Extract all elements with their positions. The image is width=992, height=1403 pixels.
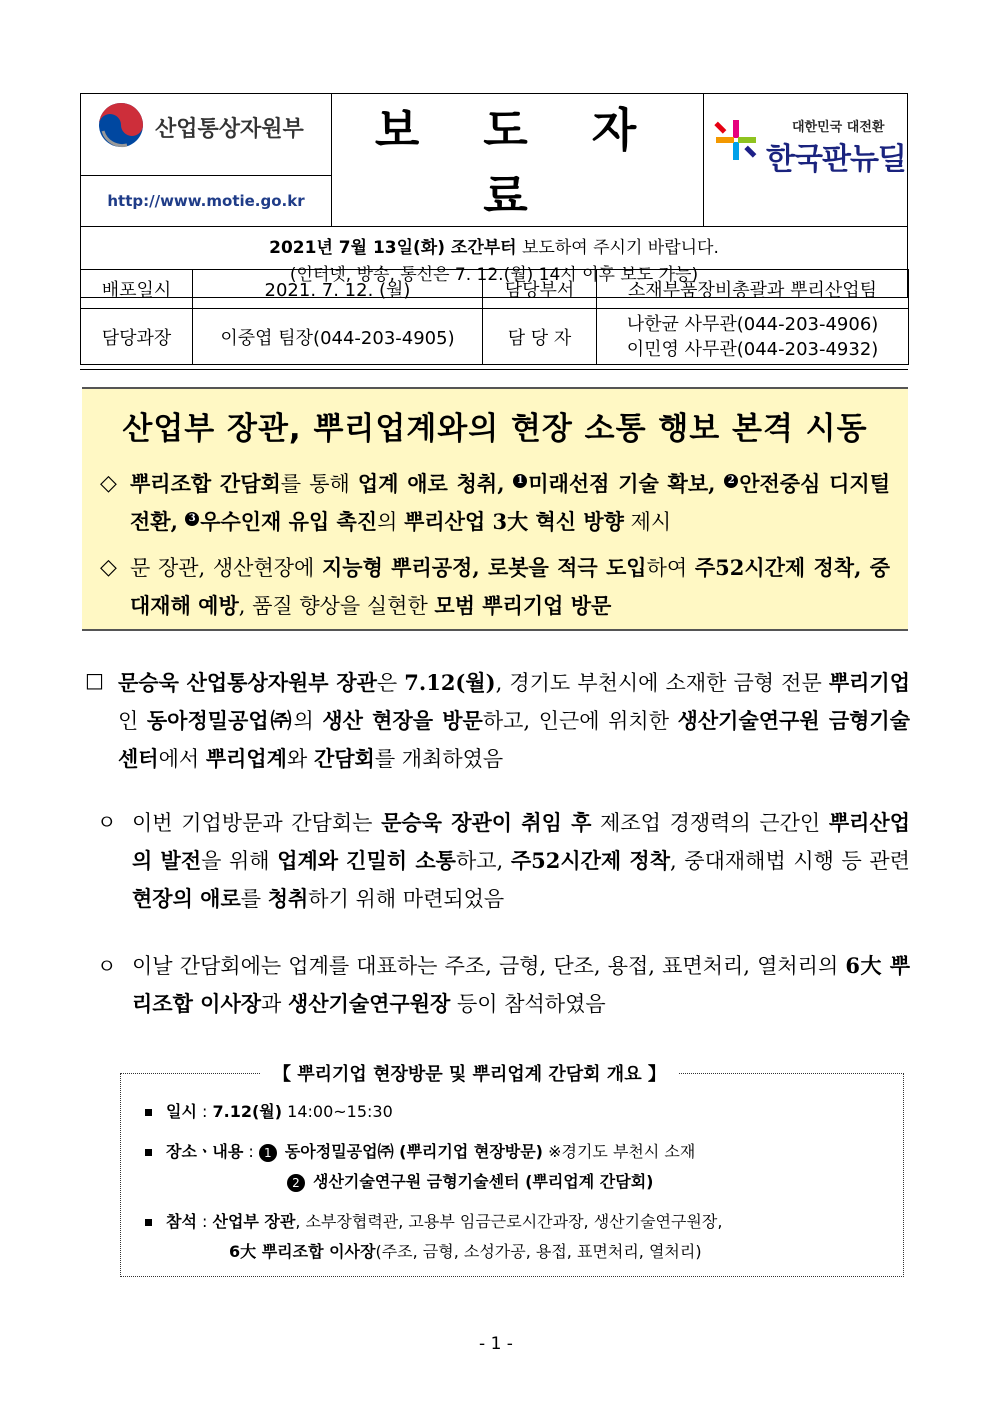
overview-date: 일시 : 7.12(월) 14:00~15:30 xyxy=(145,1100,393,1124)
embargo-line-2: (인터넷, 방송, 통신은 7. 12.(월) 14시 이후 보도 가능) xyxy=(289,265,699,285)
overview-box xyxy=(120,1064,904,1277)
body-paragraph-2: 이번 기업방문과 간담회는 문승욱 장관이 취임 후 제조업 경쟁력의 근간인 뿌리산업의 발전을 위해 업계와 긴밀히 소통하고, 주52시간제 정착, 중대재해법 시행 등 관련 현장의 애로를 청취하기 위해 마련되었음 xyxy=(132,810,911,911)
headline-box xyxy=(82,387,908,631)
header-divider xyxy=(80,364,908,370)
summary-text-2: 문 장관, 생산현장에 지능형 뿌리공정, 로봇을 적극 도입하여 주52시간제 정착, 중대재해 예방, 품질 향상을 실현한 모범 뿌리기업 방문 xyxy=(130,555,890,618)
circle-bullet-icon: ㅇ xyxy=(97,954,117,978)
circled-number-1-icon: 1 xyxy=(513,474,527,488)
circled-number-3-icon: 3 xyxy=(185,512,199,526)
overview-attendees-1: 참석 : 산업부 장관, 소부장협력관, 고용부 임금근로시간과장, 생산기술연구원장, xyxy=(145,1210,722,1234)
ministry-url[interactable]: http://www.motie.go.kr xyxy=(107,192,305,211)
diamond-icon: ◇ xyxy=(100,555,117,580)
dept-label: 담당부서 xyxy=(483,270,597,309)
embargo-text: 보도하여 주시기 바랍니다. xyxy=(516,238,719,258)
summary-text-1: 뿌리조합 간담회를 통해 업계 애로 청취, 1 미래선점 기술 확보, 2 안전중심 디지털 전환, 3 우수인재 유입 촉진의 뿌리산업 3大 혁신 방향 제시 xyxy=(130,471,890,534)
body-paragraph-3: 이날 간담회에는 업계를 대표하는 주조, 금형, 단조, 용접, 표면처리, 열처리의 6大 뿌리조합 이사장과 생산기술연구원장 등이 참석하였음 xyxy=(132,953,910,1016)
manager-label: 담당과장 xyxy=(81,309,193,365)
overview-place-1: 장소ㆍ내용 : 1 동아정밀공업㈜ (뿌리기업 현장방문) ※경기도 부천시 소재 xyxy=(145,1140,695,1164)
release-label: 배포일시 xyxy=(81,270,193,309)
overview-title: 【 뿌리기업 현장방문 및 뿌리업계 간담회 개요 】 xyxy=(261,1060,678,1086)
page-number: - 1 - xyxy=(479,1334,513,1354)
taegeuk-icon xyxy=(97,101,145,149)
staff-contact-1: 나한균 사무관(044-203-4906) xyxy=(626,313,879,335)
release-value: 2021. 7. 12. (월) xyxy=(193,270,483,309)
square-bullet-icon xyxy=(145,1109,152,1116)
body-paragraph-1: 문승욱 산업통상자원부 장관은 7.12(월), 경기도 부천시에 소재한 금형 전문 뿌리기업인 동아정밀공업㈜의 생산 현장을 방문하고, 인근에 위치한 생산기술연구원 금형기술센터에서 뿌리업계와 간담회를 개최하였음 xyxy=(118,670,910,771)
newdeal-star-icon xyxy=(714,118,758,162)
circle-bullet-icon: ㅇ xyxy=(97,810,117,834)
newdeal-slogan: 대한민국 대전환 xyxy=(792,120,885,135)
circled-number-2-icon: 2 xyxy=(724,474,738,488)
summary-bullet-1 xyxy=(100,465,890,541)
doc-type-title xyxy=(332,94,704,227)
ministry-logo-cell xyxy=(81,94,332,176)
header-table xyxy=(80,93,908,298)
headline-title: 산업부 장관, 뿌리업계와의 현장 소통 행보 본격 시동 xyxy=(122,411,868,447)
manager-value: 이중엽 팀장(044-203-4905) xyxy=(193,309,483,365)
dept-value: 소재부품장비총괄과 뿌리산업팀 xyxy=(597,270,909,309)
newdeal-name: 한국판뉴딜 xyxy=(766,142,906,177)
ministry-url-cell xyxy=(81,176,332,227)
circled-number-1-icon: 1 xyxy=(259,1144,277,1162)
info-table xyxy=(80,269,909,365)
staff-contact-2: 이민영 사무관(044-203-4932) xyxy=(626,338,879,360)
staff-label: 담 당 자 xyxy=(483,309,597,365)
overview-place-2: 2 생산기술연구원 금형기술센터 (뿌리업계 간담회) xyxy=(287,1170,653,1194)
square-bullet-icon xyxy=(145,1219,152,1226)
ministry-name: 산업통상자원부 xyxy=(155,117,304,142)
diamond-icon: ◇ xyxy=(100,471,117,496)
square-bullet-icon xyxy=(145,1149,152,1156)
embargo-date: 2021년 7월 13일(화) 조간부터 xyxy=(269,238,517,258)
newdeal-logo-cell xyxy=(704,94,908,227)
overview-attendees-2: 6大 뿌리조합 이사장(주조, 금형, 소성가공, 용접, 표면처리, 열처리) xyxy=(229,1242,702,1261)
staff-value xyxy=(597,309,909,365)
embargo-line-1 xyxy=(81,235,907,262)
square-bullet-icon: □ xyxy=(85,668,104,692)
circled-number-2-icon: 2 xyxy=(287,1174,305,1192)
summary-bullet-2 xyxy=(100,549,890,625)
doc-type-text: 보 도 자 료 xyxy=(374,103,661,223)
